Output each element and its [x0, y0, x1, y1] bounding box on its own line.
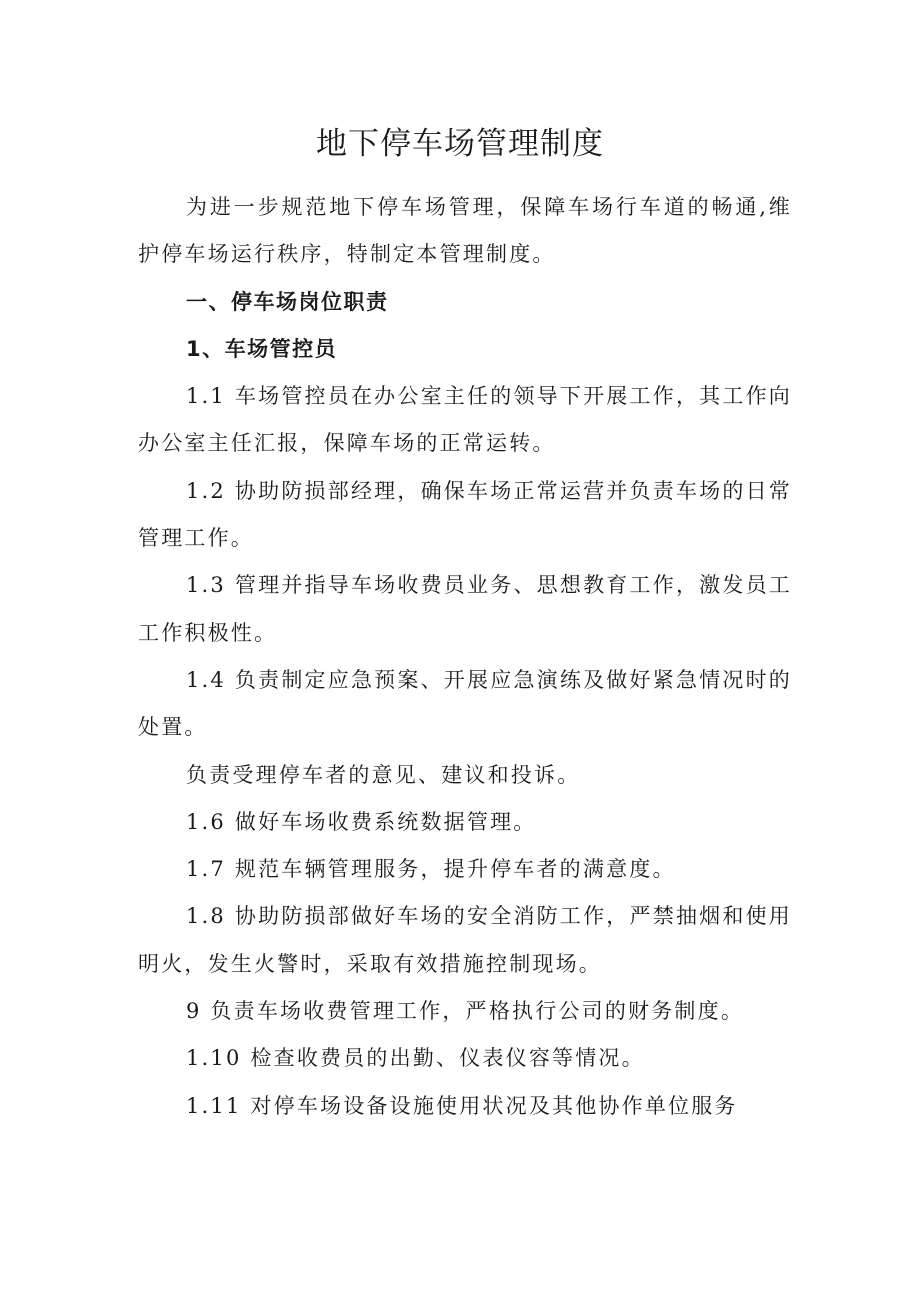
clause-complaints: 负责受理停车者的意见、建议和投诉。: [186, 762, 581, 787]
clause-1-3: 1.3 管理并指导车场收费员业务、思想教育工作，激发员工工作积极性。: [138, 573, 792, 645]
section-heading: 一、停车场岗位职责: [186, 289, 389, 314]
clause-1-2: 1.2 协助防损部经理，确保车场正常运营并负责车场的日常管理工作。: [138, 478, 792, 551]
clause-1-4: 1.4 负责制定应急预案、开展应急演练及做好紧急情况时的处置。: [138, 667, 792, 740]
clause-1-6: 1.6 做好车场收费系统数据管理。: [186, 809, 537, 834]
clause-1-11: 1.11 对停车场设备设施使用状况及其他协作单位服务: [186, 1093, 738, 1118]
document-body: [138, 184, 792, 1130]
subsection-heading: 1、车场管控员: [186, 336, 338, 361]
clause-9: 9 负责车场收费管理工作，严格执行公司的财务制度。: [186, 999, 745, 1024]
clause-1-1: 1.1 车场管控员在办公室主任的领导下开展工作，其工作向办公室主任汇报，保障车场的正常运转。: [138, 384, 792, 456]
clause-1-7: 1.7 规范车辆管理服务，提升停车者的满意度。: [186, 857, 676, 882]
clause-1-8: 1.8 协助防损部做好车场的安全消防工作，严禁抽烟和使用明火，发生火警时，采取有效措施控制现场。: [138, 904, 792, 976]
clause-1-10: 1.10 检查收费员的出勤、仪表仪容等情况。: [186, 1046, 645, 1071]
document-title: 地下停车场管理制度: [316, 126, 604, 162]
paragraph-intro: 为进一步规范地下停车场管理，保障车场行车道的畅通,维护停车场运行秩序，特制定本管理制度。: [138, 195, 792, 267]
